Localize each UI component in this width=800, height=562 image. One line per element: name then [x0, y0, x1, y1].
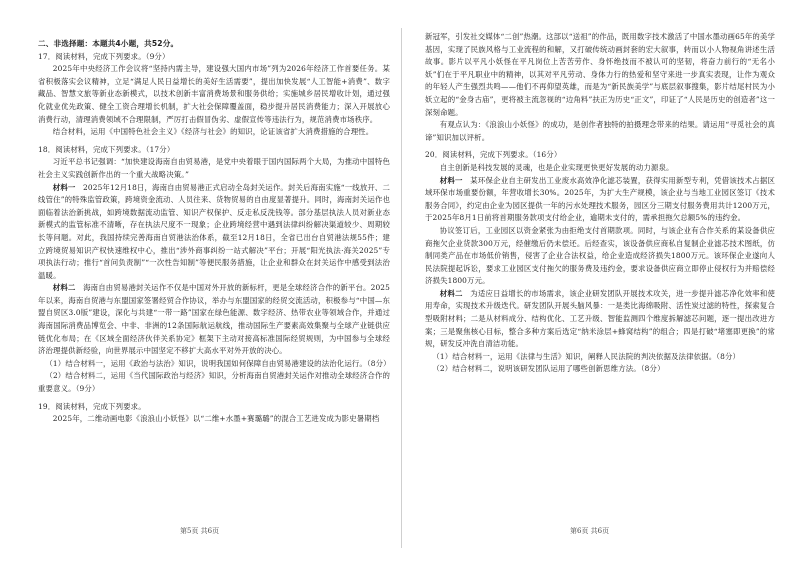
material-1-text: 2025年12月18日，海南自由贸易港正式启动全岛封关运作。封关后海南实施“一线放开、二线管住”的特殊监管政策，跨境资金流动、人员往来、货物贸易的自由度显著提升。同时，海南封关运作也面临着法治新挑战，如跨境数据流动监管、知识产权保护、反走私反洗钱等。部分基层执法人员对新业态新模式的监管标准不清晰，存在执法尺度不一现象；企业跨境经营中遇到法律纠纷解决渠道较少、周期较长等问题。对此，我国持续完善海南自贸港法治体系，截至12月18日，全省已出台自贸港法规55件；建立跨境贸易知识产权快速维权中心，推出“涉外商事纠纷一站式解决”平台；开展“阳光执法·海关2025”专项执法行动；推行“首问负责制”“一次性告知制”等便民服务措施，让企业和群众在封关运作中感受到法治温暖。 — [38, 182, 391, 280]
material-2-label: 材料二 — [52, 283, 76, 293]
q18-material-1 — [38, 182, 390, 283]
q18-intro: 习近平总书记强调：“加快建设海南自由贸易港，是党中央着眼于国内国际两个大局，为推动中国特色社会主义实践创新作出的一个重大战略决策。” — [38, 157, 390, 179]
page-number-right: 第6页 共6页 — [570, 527, 610, 535]
material-2-label: 材料二 — [439, 288, 463, 298]
q19-material-cont: 新冠军，引发社交媒体“二创”热潮。这部以“送祖”的作品，既用数字技术激活了中国水墨动画65年的美学基因，实现了民族风格与工业流程的和解，又打破传统动画封套的宏大叙事，转而以小人物视角讲述生活故事。影片以平凡小妖怪在平凡岗位上苦苦劳作、身怀绝技而不被认可的坚韧，将奋力前行的“无名小妖”们在于平凡职业中的精神，以其对平凡劳动、身体力行的热爱和坚守来进一步真实表现，让作为观众的年轻人产生强烈共鸣——他们不再仰望英雄，而是为“新民族美学”与底层叙事搜集，影片结尾村民为小妖立起的“金身古庙”，更将被主流忽视的“边角料”扶正为历史“正文”，印证了“人民是历史的创造者”这一深刻命题。 — [425, 32, 775, 117]
material-2-text: 海南自由贸易港封关运作不仅是中国对外开放的新标杆，更是全球经济合作的新平台。2025年以来，海南自贸港与东盟国家签署经贸合作协议，举办与东盟国家的经贸交流活动，积极参与“中国—东盟自贸区3.0版”建设，深化与共建“一带一路”国家在绿色能源、数字经济、热带农业等领域合作，并通过海南国际消费品博览会、中非、非洲的12条国际航运航线，推动国际生产要素高效集聚与全球产业链供应链优化布局；在《区域全面经济伙伴关系协定》框架下主动对接高标准国际经贸规则，为中国参与全球经济治理提供新经验，向世界展示中国坚定不移扩大高水平对外开放的决心。 — [38, 283, 390, 356]
q18-material-2 — [38, 282, 390, 358]
left-page — [38, 38, 390, 426]
q17-header: 17．阅读材料，完成下列要求。（9分） — [38, 51, 170, 61]
q20-material-1 — [425, 175, 775, 225]
q20-material-1b: 协议签订后，工业园区以资金紧张为由拒绝支付首期款项。同时，与该企业有合作关系的某设备供应商拖欠企业货款300万元，经催缴后仍未偿还。后经查实，该设备供应商私自复制企业滤芯技术图纸，仿制同类产品在市场低价销售，侵害了企业合法权益，给企业造成经济损失1800万元。该环保企业遂向人民法院提起诉讼，要求工业园区支付拖欠的服务费及违约金，要求设备供应商立即停止侵权行为并赔偿经济损失1800万元。 — [425, 225, 775, 286]
material-1-text: 某环保企业自主研发出工业废水高效净化滤芯装置，获得实用新型专利，凭借该技术占据区域环保市场重要份额，年营收增长30%。2025年，为扩大生产规模，该企业与当地工业园区签订《技术服务合同》，约定由企业为园区提供一年的污水处理技术服务，园区分三期支付服务费用共计1200万元，于2025年8月1日前将首期服务款项支付给企业，逾期未支付的，需承担拖欠总额5%的违约金。 — [425, 175, 775, 223]
q17-material: 2025年中央经济工作会议将“坚持内需主导，建设强大国内市场”列为2026年经济工作首要任务。某省积极落实会议精神，立足“满足人民日益增长的美好生活需要”，提出加快发展“人工智能+消费”、数字藏品、智慧文旅等新业态新模式，以技术创新丰富消费场景和服务供给；实施城乡居民增收计划，通过强化就业优先政策、健全工资合理增长机制，扩大社会保障覆盖面，稳步提升居民消费能力；深入开展放心消费行动，清理消费领域不合理限制，严厉打击假冒伪劣、虚假宣传等违法行为，规范消费市场秩序。 — [38, 64, 390, 124]
material-2-text: 为适应日益增长的市场需求，该企业研发团队开展技术攻关，进一步提升滤芯净化效率和使用寿命，实现技术升级迭代。研发团队开展头脑风暴：一是类比海绵吸附、活性炭过滤的特性，探索复合型吸附材料；二是从材料成分、结构优化、工艺升级、智能监测四个维度拆解滤芯问题，逐一提出改进方案；三是聚焦核心目标，整合多种方案后选定“纳米涂层+蜂窝结构”的组合；四是打破“堵塞即更换”的常规，研发反冲洗自清洁功能。 — [425, 288, 775, 349]
q18-header: 18．阅读材料，完成下列要求。（17分） — [38, 144, 175, 154]
q18-sub-1: （1）结合材料一，运用《政治与法治》知识，说明我国如何保障自由贸易港建设的法治化运行。（8分） — [45, 358, 391, 368]
q19-question: 有观点认为：《浪浪山小妖怪》的成功，是创作者独特的拍摄理念带来的结果。请运用“寻觅社会的真谛”知识加以评析。 — [425, 120, 775, 142]
q20-header: 20．阅读材料，完成下列要求。（16分） — [425, 150, 562, 160]
page-divider — [401, 28, 402, 548]
q20-sub-2: （2）结合材料二，说明该研发团队运用了哪些创新思维方法。（8分） — [432, 364, 665, 374]
material-1-label: 材料一 — [439, 175, 463, 185]
page-number-left: 第5页 共6页 — [180, 527, 220, 535]
section-title: 二、非选择题：本题共4小题，共52分。 — [38, 39, 179, 48]
q19-header: 19．阅读材料，完成下列要求。 — [38, 401, 146, 411]
q18-sub-2: （2）结合材料二，运用《当代国际政治与经济》知识，分析海南自贸港封关运作对推动全球经济合作的重要意义。（9分） — [38, 371, 390, 394]
material-1-label: 材料一 — [52, 182, 76, 192]
q17-question: 结合材料，运用《中国特色社会主义》《经济与社会》的知识，论证该省扩大消费措施的合理性。 — [52, 127, 374, 137]
right-page — [425, 31, 775, 376]
q20-intro: 自主创新是科技发展的灵魂，也是企业实现更快更好发展的动力源泉。 — [439, 162, 674, 172]
q20-sub-1: （1）结合材料一，运用《法律与生活》知识，阐释人民法院的判决依据及法律依据。（8分） — [432, 351, 741, 361]
q19-material-start: 2025年，二维动画电影《浪浪山小妖怪》以“二维+水墨+赛璐璐”的混合工艺进发成为影史暑期档 — [52, 414, 380, 424]
q20-material-2 — [425, 288, 775, 351]
